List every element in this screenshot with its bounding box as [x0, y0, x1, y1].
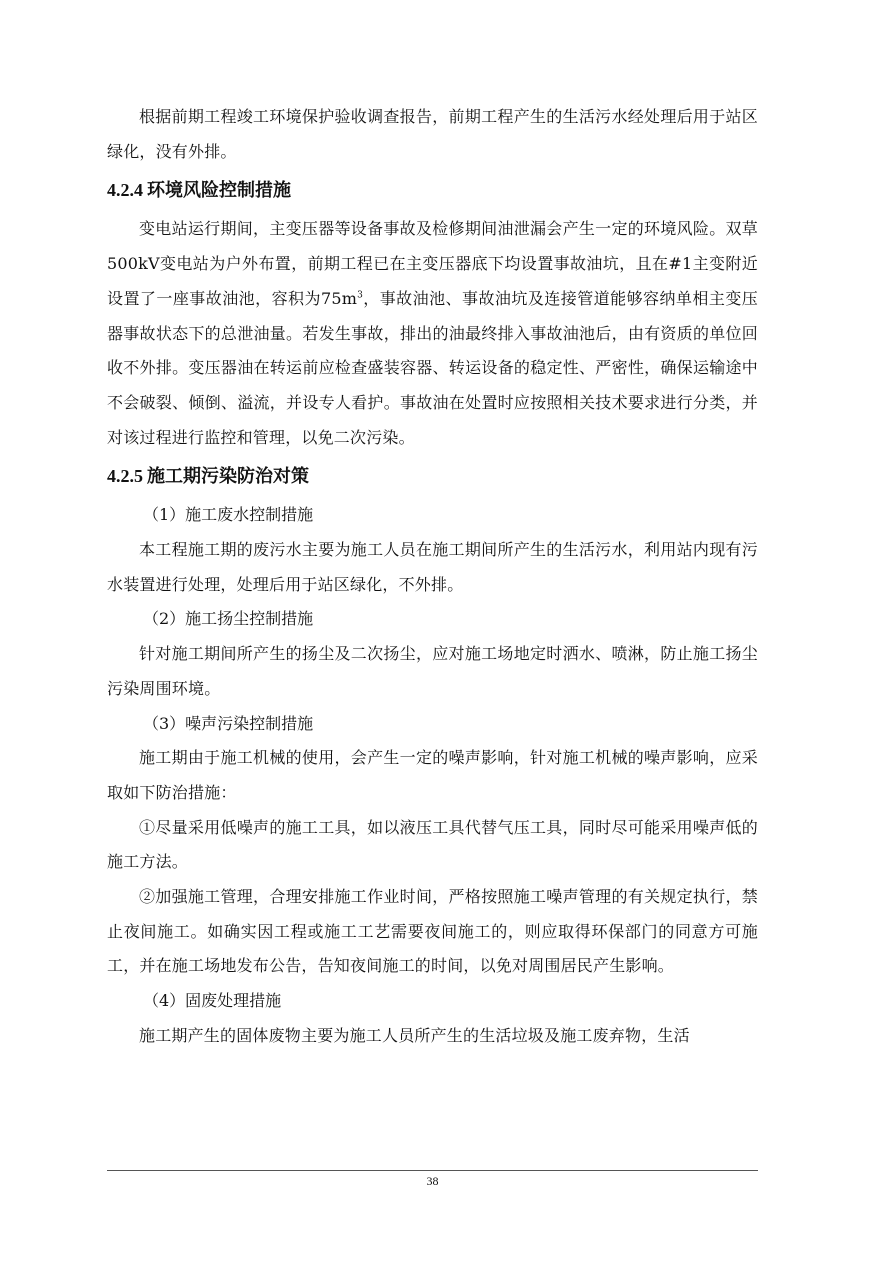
section-title: 施工期污染防治对策: [147, 466, 309, 488]
subheading-dust-control: （2）施工扬尘控制措施: [143, 609, 314, 629]
document-body: [107, 100, 758, 1054]
paragraph-construction-wastewater: 本工程施工期的废污水主要为施工人员在施工期间所产生的生活污水，利用站内现有污水装置进行处理，处理后用于站区绿化，不外排。: [107, 540, 758, 594]
paragraph-wastewater-summary: 根据前期工程竣工环境保护验收调查报告，前期工程产生的生活污水经处理后用于站区绿化，没有外排。: [107, 107, 758, 161]
paragraph-dust-control: 针对施工期间所产生的扬尘及二次扬尘，应对施工场地定时洒水、喷淋，防止施工扬尘污染周围环境。: [107, 644, 758, 698]
paragraph-noise-measure-2: ②加强施工管理，合理安排施工作业时间，严格按照施工噪声管理的有关规定执行，禁止夜间施工。如确实因工程或施工工艺需要夜间施工的，则应取得环保部门的同意方可施工，并在施工场地发布公告，告知夜间施工的时间，以免对周围居民产生影响。: [107, 887, 758, 976]
page-number: 38: [426, 1174, 439, 1188]
subheading-solid-waste: （4）固废处理措施: [143, 991, 282, 1011]
paragraph-noise-measure-1: ①尽量采用低噪声的施工工具，如以液压工具代替气压工具，同时尽可能采用噪声低的施工方法。: [107, 817, 758, 872]
section-heading-4-2-4: [107, 169, 758, 212]
subheading-wastewater-control: （1）施工废水控制措施: [143, 505, 314, 525]
paragraph-noise-intro: 施工期由于施工机械的使用，会产生一定的噪声影响，针对施工机械的噪声影响，应采取如下防治措施：: [107, 748, 758, 802]
paragraph-environmental-risk: 变电站运行期间，主变压器等设备事故及检修期间油泄漏会产生一定的环境风险。双草500kV变电站为户外布置，前期工程已在主变压器底下均设置事故油坑，且在#1主变附近设置了一座事故油池，容积为$75m^3$，事故油池、事故油坑及连接管道能够容纳单相主变压器事故状态下的总泄油量。若发生事故，排出的油最终排入事故油池后，由有资质的单位回收不外排。变压器油在转运前应检查盛装容器、转运设备的稳定性、严密性，确保运输途中不会破裂、倾倒、溢流，并设专人看护。事故油在处置时应按照相关技术要求进行分类，并对该过程进行监控和管理，以免二次污染。: [107, 219, 758, 447]
section-title: 环境风险控制措施: [147, 180, 291, 202]
subheading-noise-control: （3）噪声污染控制措施: [143, 713, 314, 733]
section-heading-4-2-5: [107, 455, 758, 498]
section-number: 4.2.4: [107, 180, 143, 201]
footer-divider: [107, 1170, 758, 1171]
paragraph-solid-waste: 施工期产生的固体废物主要为施工人员所产生的生活垃圾及施工废弃物，生活: [139, 1025, 690, 1045]
section-number: 4.2.5: [107, 466, 143, 487]
